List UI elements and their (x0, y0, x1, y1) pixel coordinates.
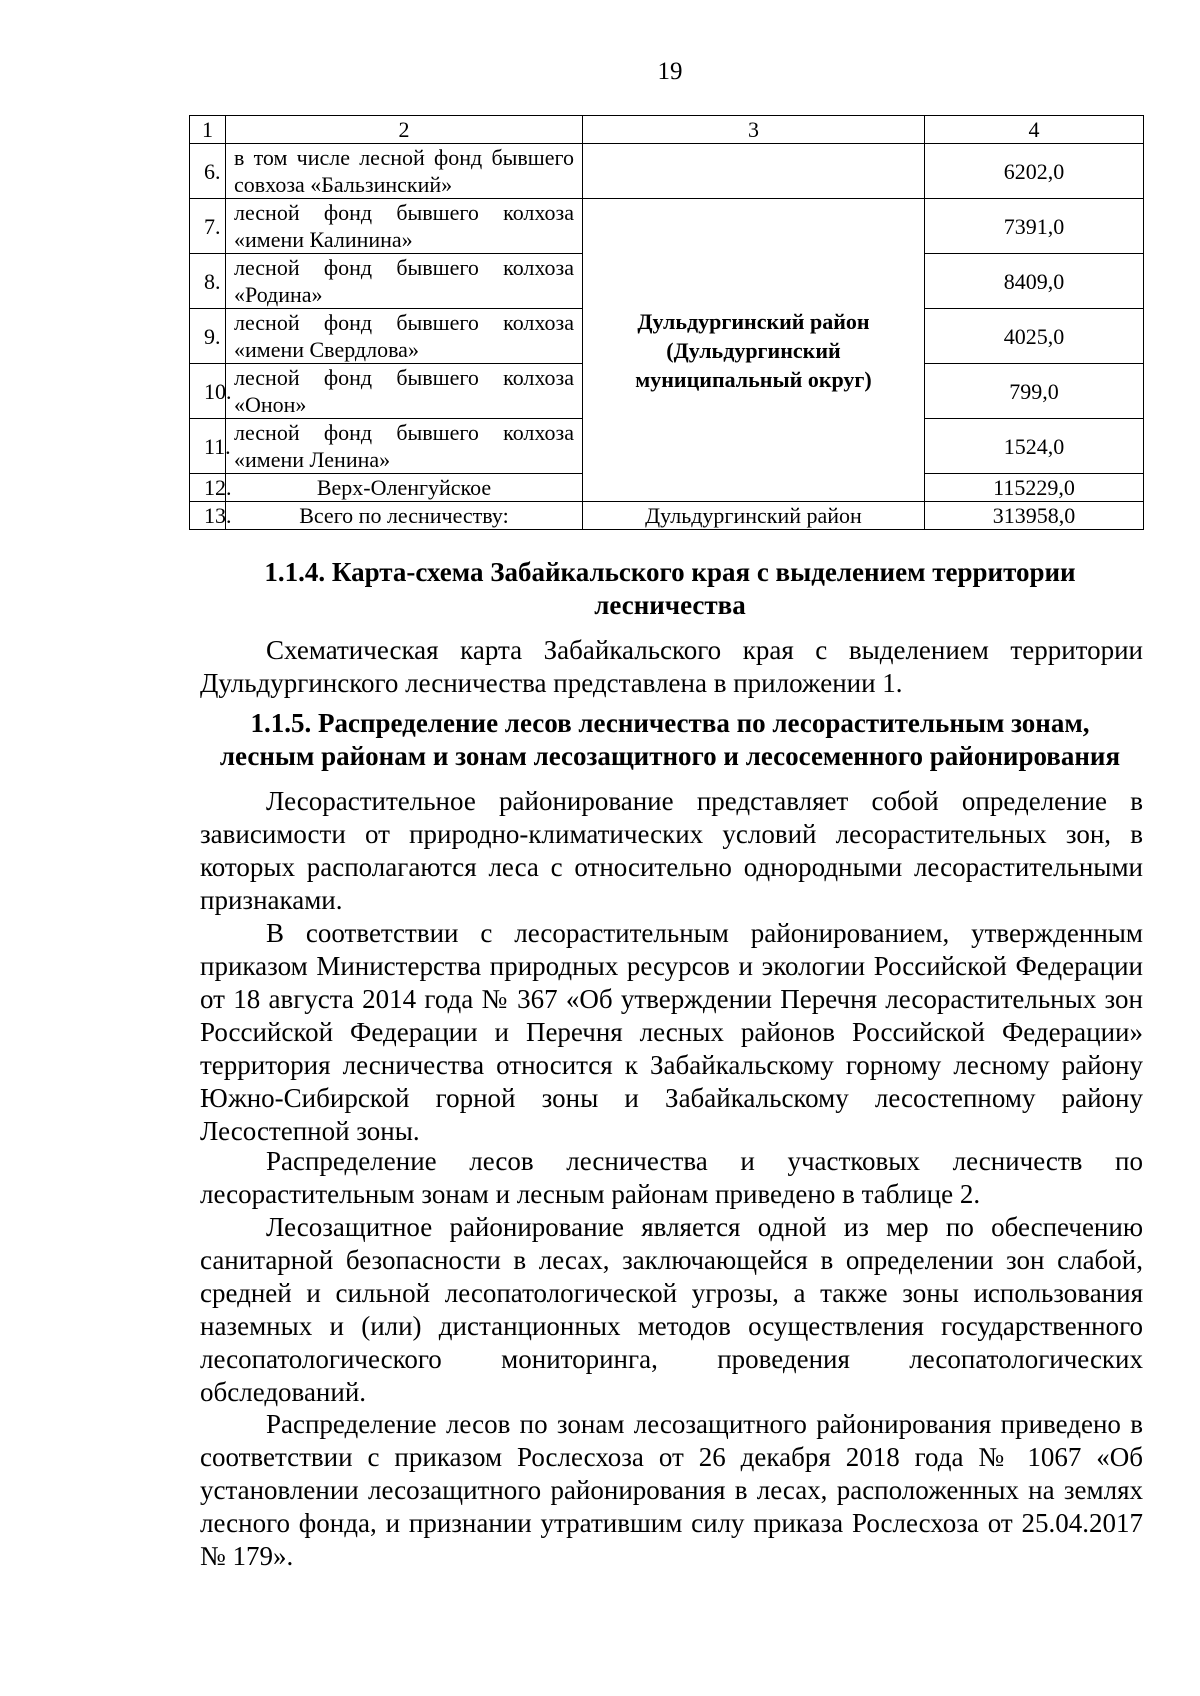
header-cell: 3 (583, 116, 925, 144)
area-value: 4025,0 (925, 309, 1144, 364)
paragraph: Распределение лесов по зонам лесозащитного районирования приведено в соответствии с приказом Рослесхоза от 26 декабря 2018 года № 1067 «Об установлении лесозащитного районирования в лесах, расположенных на землях лесного фонда, и признании утратившим силу приказа Рослесхоза от 25.04.2017 № 179». (200, 1409, 1143, 1571)
row-number: 6. (190, 144, 226, 199)
row-number: 7. (190, 199, 226, 254)
area-value: 799,0 (925, 364, 1144, 419)
area-value: 8409,0 (925, 254, 1144, 309)
row-number: 8. (190, 254, 226, 309)
paragraph: Распределение лесов лесничества и участковых лесничеств по лесорастительным зонам и лесным районам приведено в таблице 2. (200, 1146, 1143, 1209)
paragraph: Лесорастительное районирование представляет собой определение в зависимости от природно-климатических условий лесорастительных зон, в которых располагаются леса с относительно однородными лесорастительными признаками. (200, 786, 1143, 915)
row-number: 10. (190, 364, 226, 419)
forest-fund-name: в том числе лесной фонд бывшего совхоза «Бальзинский» (226, 144, 583, 199)
forest-fund-name: лесной фонд бывшего колхоза «имени Калинина» (226, 199, 583, 254)
forest-fund-name: лесной фонд бывшего колхоза «имени Ленина» (226, 419, 583, 474)
merged-district-cell (583, 199, 925, 502)
area-value: 7391,0 (925, 199, 1144, 254)
row-number: 9. (190, 309, 226, 364)
row-number: 13. (190, 502, 226, 530)
total-label: Всего по лесничеству: (226, 502, 583, 530)
header-cell: 2 (226, 116, 583, 144)
forest-fund-name: лесной фонд бывшего колхоза «Родина» (226, 254, 583, 309)
forest-fund-name: Верх-Оленгуйское (226, 474, 583, 502)
area-value: 6202,0 (925, 144, 1144, 199)
table-row-total (190, 502, 1144, 530)
paragraph: Лесозащитное районирование является одной из мер по обеспечению санитарной безопасности в лесах, заключающейся в определении зон слабой, средней и сильной лесопатологической угрозы, а также зоны использования наземных и (или) дистанционных методов осуществления государственного лесопатологического мониторинга, проведения лесопатологических обследований. (200, 1212, 1143, 1407)
area-value: 115229,0 (925, 474, 1144, 502)
paragraph: Схематическая карта Забайкальского края с выделением территории Дульдургинского лесничества представлена в приложении 1. (200, 635, 1143, 698)
district-cell-empty (583, 144, 925, 199)
row-number: 12. (190, 474, 226, 502)
row-number: 11. (190, 419, 226, 474)
header-cell: 4 (925, 116, 1144, 144)
table-header-row (190, 116, 1144, 144)
section-heading-1-1-4: 1.1.4. Карта-схема Забайкальского края с выделением территории лесничества (264, 557, 1076, 620)
forest-fund-name: лесной фонд бывшего колхоза «имени Свердлова» (226, 309, 583, 364)
section-heading-1-1-5: 1.1.5. Распределение лесов лесничества по лесорастительным зонам, лесным районам и зонам лесозащитного и лесосеменного районирования (219, 708, 1121, 771)
paragraph: В соответствии с лесорастительным районированием, утвержденным приказом Министерства природных ресурсов и экологии Российской Федерации от 18 августа 2014 года № 367 «Об утверждении Перечня лесорастительных зон Российской Федерации и Перечня лесных районов Российской Федерации» территория лесничества относится к Забайкальскому горному лесному району Южно-Сибирской горной зоны и Забайкальскому лесостепному району Лесостепной зоны. (200, 918, 1143, 1146)
forest-fund-table (189, 115, 1144, 530)
page-number: 19 (657, 58, 683, 85)
header-cell: 1 (190, 116, 226, 144)
area-value: 1524,0 (925, 419, 1144, 474)
forest-fund-name: лесной фонд бывшего колхоза «Онон» (226, 364, 583, 419)
table-row (190, 199, 1144, 254)
district-name: Дульдургинский район (Дульдургинский муниципальный округ) (635, 308, 872, 392)
total-area: 313958,0 (925, 502, 1144, 530)
total-district: Дульдургинский район (583, 502, 925, 530)
table-row (190, 144, 1144, 199)
